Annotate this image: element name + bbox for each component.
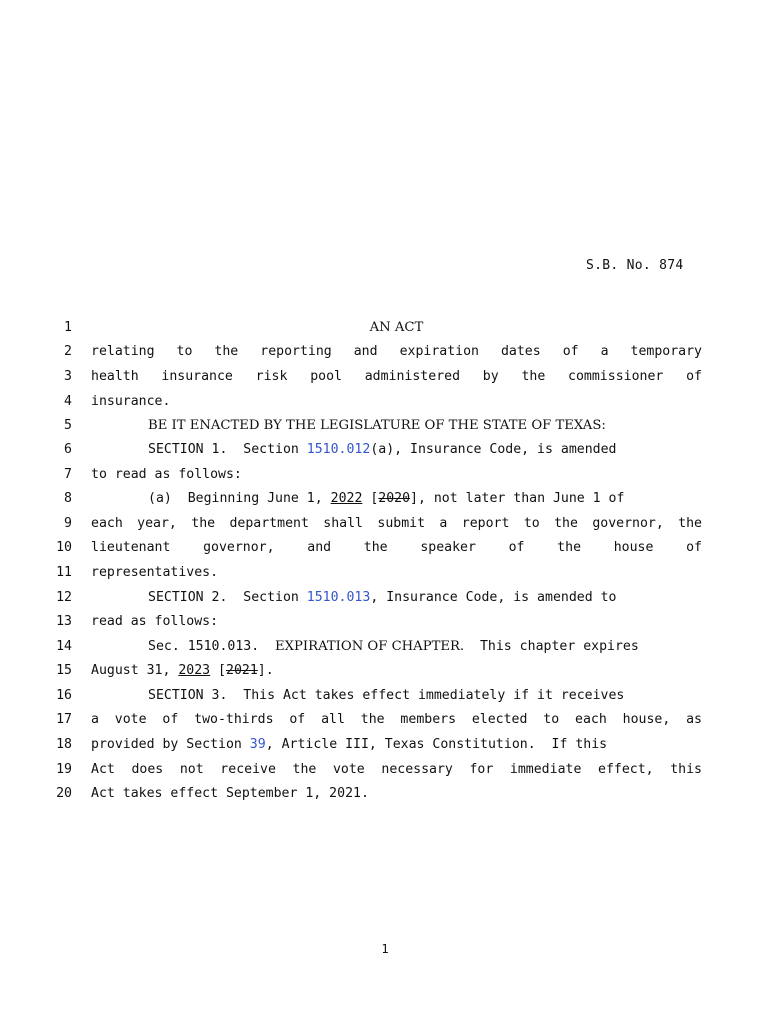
line-number: 5 xyxy=(64,418,72,433)
line-text: SECTION 3. This Act takes effect immediately if it receives xyxy=(148,688,625,703)
line-number: 15 xyxy=(56,663,72,678)
line-16 xyxy=(0,688,770,708)
line-text: SECTION 1. Section 1510.012(a), Insurance Code, is amended xyxy=(148,442,617,457)
line-number: 11 xyxy=(56,565,72,580)
line-3 xyxy=(0,369,770,389)
line-6 xyxy=(0,442,770,462)
line-18 xyxy=(0,737,770,757)
line-number: 13 xyxy=(56,614,72,629)
line-number: 8 xyxy=(64,491,72,506)
line-number: 12 xyxy=(56,590,72,605)
line-number: 19 xyxy=(56,762,72,777)
line-17 xyxy=(0,712,770,732)
line-number: 3 xyxy=(64,369,72,384)
line-10 xyxy=(0,540,770,560)
line-12 xyxy=(0,590,770,610)
line-text: Act does not receive the vote necessary for immediate effect, this xyxy=(91,762,702,777)
section-link-1510-012[interactable]: 1510.012 xyxy=(306,442,371,457)
line-number: 10 xyxy=(56,540,72,555)
line-text: relating to the reporting and expiration dates of a temporary xyxy=(91,344,702,359)
line-8 xyxy=(0,491,770,511)
line-text: provided by Section 39, Article III, Texas Constitution. If this xyxy=(91,737,608,752)
line-text: SECTION 2. Section 1510.013, Insurance Code, is amended to xyxy=(148,590,617,605)
line-text: lieutenant governor, and the speaker of the house of xyxy=(91,540,702,555)
line-1 xyxy=(0,320,770,340)
line-number: 9 xyxy=(64,516,72,531)
section-link-39[interactable]: 39 xyxy=(249,737,266,752)
line-number: 1 xyxy=(64,320,72,335)
line-5 xyxy=(0,418,770,438)
line-number: 7 xyxy=(64,467,72,482)
line-text: to read as follows: xyxy=(91,467,242,482)
line-text: August 31, 2023 [2021]. xyxy=(91,663,274,678)
line-number: 2 xyxy=(64,344,72,359)
inserted-text: 2023 xyxy=(178,663,211,678)
line-2 xyxy=(0,344,770,364)
line-text: a vote of two-thirds of all the members elected to each house, as xyxy=(91,712,702,727)
line-15 xyxy=(0,663,770,683)
bill-number: S.B. No. 874 xyxy=(586,258,684,273)
inserted-text: 2022 xyxy=(330,491,363,506)
line-text: insurance. xyxy=(91,394,171,409)
line-text: (a) Beginning June 1, 2022 [2020], not later than June 1 of xyxy=(148,491,625,506)
line-number: 14 xyxy=(56,639,72,654)
line-number: 4 xyxy=(64,394,72,409)
act-heading: AN ACT xyxy=(369,320,424,335)
line-text: Act takes effect September 1, 2021. xyxy=(91,786,369,801)
deleted-text: 2020 xyxy=(378,491,411,506)
line-number: 17 xyxy=(56,712,72,727)
line-number: 6 xyxy=(64,442,72,457)
line-20 xyxy=(0,786,770,806)
line-number: 18 xyxy=(56,737,72,752)
line-13 xyxy=(0,614,770,634)
line-9 xyxy=(0,516,770,536)
line-4 xyxy=(0,394,770,414)
enacting-clause: BE IT ENACTED BY THE LEGISLATURE OF THE STATE OF TEXAS: xyxy=(148,418,606,433)
line-number: 16 xyxy=(56,688,72,703)
line-number: 20 xyxy=(56,786,72,801)
line-text: representatives. xyxy=(91,565,219,580)
page-number: 1 xyxy=(381,942,389,956)
line-text: each year, the department shall submit a report to the governor, the xyxy=(91,516,702,531)
section-link-1510-013[interactable]: 1510.013 xyxy=(306,590,371,605)
line-14 xyxy=(0,639,770,659)
line-7 xyxy=(0,467,770,487)
deleted-text: 2021 xyxy=(226,663,258,678)
line-text: health insurance risk pool administered by the commissioner of xyxy=(91,369,702,384)
line-11 xyxy=(0,565,770,585)
line-text: Sec. 1510.013. EXPIRATION OF CHAPTER. This chapter expires xyxy=(148,639,639,654)
line-19 xyxy=(0,762,770,782)
line-text: read as follows: xyxy=(91,614,219,629)
